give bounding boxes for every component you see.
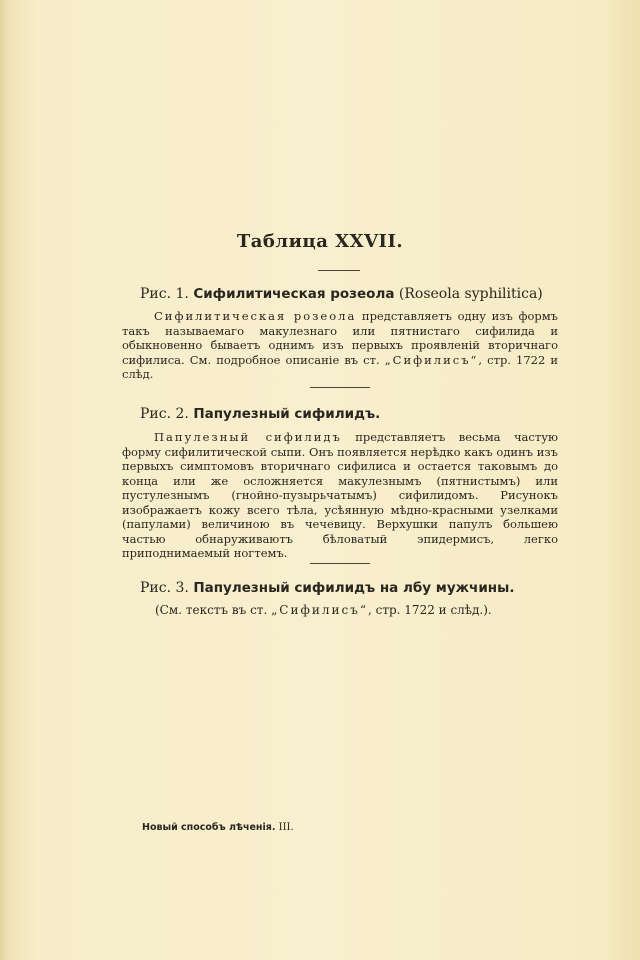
- figure-1-title: Сифилитическая розеола: [193, 286, 395, 302]
- footer-book-title: Новый способъ лѣченія.: [142, 822, 276, 833]
- figure-2-description: [122, 430, 558, 561]
- figure-2-text: представляетъ весьма частую форму сифилитической сыпи. Онъ появляется нерѣдко какъ одинъ изъ первыхъ симптомовъ вторичнаго сифилиса и остается таковымъ до конца или же осложняется макулезнымъ (пятнистымъ) или пустулезнымъ (гнойно-пузырьчатымъ) сифилидомъ. Рисунокъ изображаетъ кожу всего тѣла, усѣянную мѣдно-красными узелками (папулами) величиною въ чечевицу. Верхушки папулъ большею частью обнаруживаютъ бѣловатый эпидермисъ, легко приподнимаемый ногтемъ.: [122, 430, 558, 560]
- figure-1-latin: (Roseola syphilitica): [398, 286, 543, 302]
- section-divider-2: [310, 563, 370, 564]
- figure-2-number: Рис. 2.: [140, 406, 189, 422]
- figure-2-title: Папулезный сифилидъ.: [193, 406, 381, 422]
- figure-2-term: Папулезный сифилидъ: [154, 430, 342, 444]
- figure-3-heading: [140, 580, 514, 596]
- figure-1-page-ref: , стр. 1722 и слѣд.: [122, 352, 559, 381]
- figure-2-heading: [140, 406, 380, 422]
- figure-1-number: Рис. 1.: [140, 286, 189, 302]
- section-divider-1: [310, 387, 370, 388]
- page-edge-shadow: [0, 0, 8, 960]
- figure-3-ref-prefix: (См. текстъ въ ст.: [155, 603, 268, 617]
- figure-1-heading: [140, 286, 543, 302]
- figure-1-text: представляетъ одну изъ формъ такъ называемаго макулезнаго или пятнистаго сифилида и обыкновенно бываетъ однимъ изъ первыхъ проявленій вторичнаго сифилиса. См. подробное описаніе въ ст.: [122, 309, 558, 367]
- figure-1-article-ref: „Сифилисъ“: [384, 352, 479, 367]
- figure-1-term: Сифилитическая розеола: [154, 309, 357, 323]
- figure-1-description: [122, 309, 558, 382]
- footer-volume: III.: [278, 822, 294, 833]
- figure-3-title: Папулезный сифилидъ на лбу мужчины.: [193, 580, 515, 596]
- figure-3-number: Рис. 3.: [140, 580, 189, 596]
- page-footer: [142, 822, 294, 833]
- page-title: Таблица XXVII.: [236, 231, 404, 252]
- figure-3-article-ref: „Сифилисъ“: [271, 603, 368, 617]
- figure-3-page-ref: , стр. 1722 и слѣд.).: [368, 603, 492, 617]
- title-divider: [318, 270, 360, 271]
- figure-3-reference: [155, 603, 492, 617]
